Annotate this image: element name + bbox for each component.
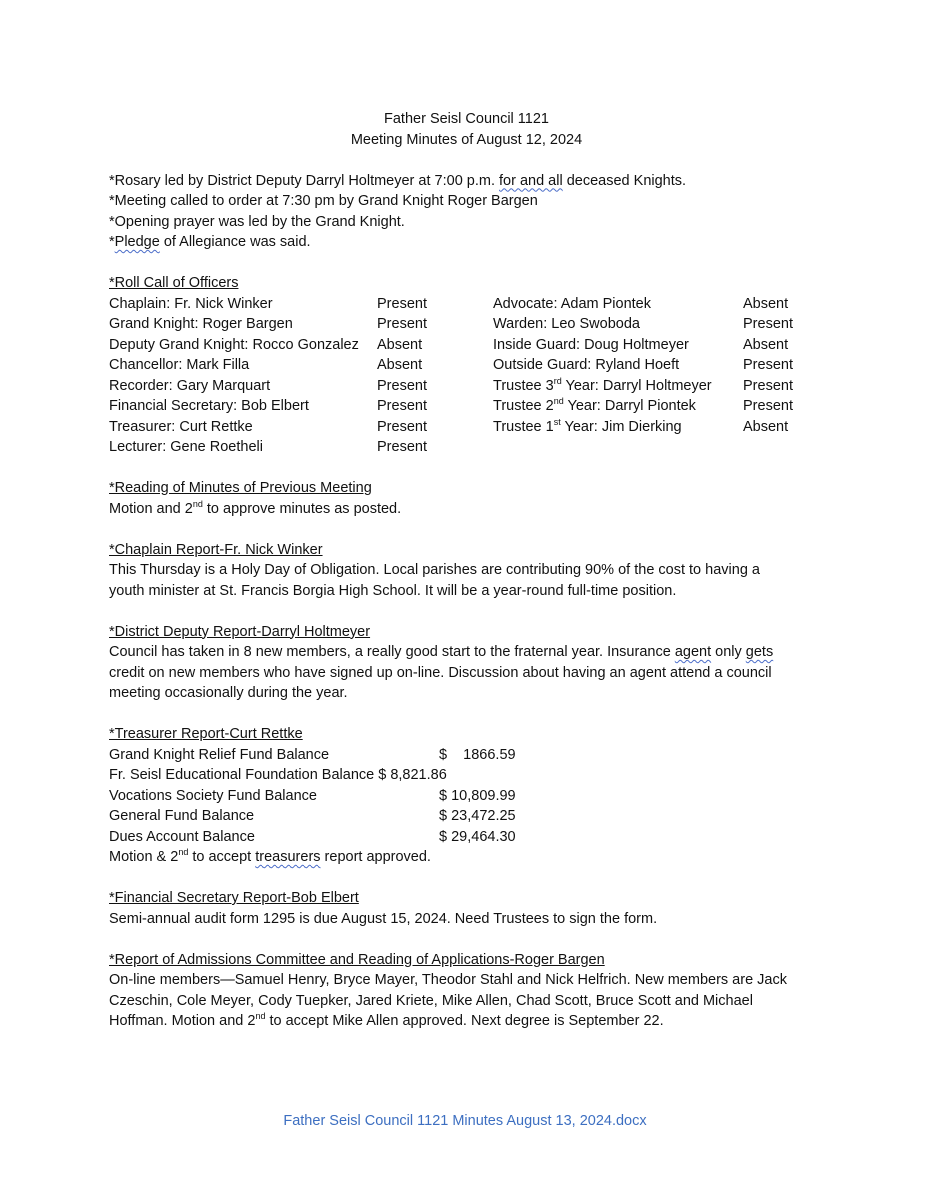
officer-status: Absent	[743, 295, 789, 312]
section-text: This Thursday is a Holy Day of Obligation. Local parishes are contributing 90% of the cost to having a	[109, 562, 760, 578]
roll-call-row	[109, 376, 824, 397]
balance-table	[109, 745, 824, 848]
financial-secretary-section	[109, 888, 824, 929]
balance-amount: $ 10,809.99	[439, 787, 516, 804]
document-header	[109, 109, 824, 150]
officer-name: Chancellor: Mark Filla	[109, 357, 250, 373]
district-report-section	[109, 622, 824, 704]
document-body	[109, 109, 824, 1032]
chaplain-report-section	[109, 540, 824, 602]
section-heading: *District Deputy Report-Darryl Holtmeyer	[109, 623, 371, 640]
officer-status: Present	[377, 418, 427, 435]
section-text: Motion & 2nd to accept treasurers report approved.	[109, 847, 431, 865]
spelling-flag: treasurers	[255, 849, 321, 865]
officer-name: Deputy Grand Knight: Rocco Gonzalez	[109, 336, 359, 353]
balance-row	[109, 786, 824, 807]
treasurer-report-section	[109, 724, 824, 868]
roll-call-row	[109, 314, 824, 335]
roll-call-row	[109, 335, 824, 356]
balance-label: Dues Account Balance	[109, 828, 255, 845]
officer-status: Present	[377, 316, 427, 332]
section-text: Czeschin, Cole Meyer, Cody Tuepker, Jared Kriete, Mike Allen, Chad Scott, Bruce Scott and Michael	[109, 992, 753, 1009]
roll-call-row	[109, 355, 824, 376]
roll-call-row	[109, 294, 824, 315]
officer-status: Present	[743, 357, 793, 373]
balance-row	[109, 827, 824, 848]
officer-name: Advocate: Adam Piontek	[493, 295, 651, 312]
meeting-title: Meeting Minutes of August 12, 2024	[350, 131, 583, 148]
section-text: youth minister at St. Francis Borgia High School. It will be a year-round full-time position.	[109, 582, 677, 599]
balance-amount: $ 29,464.30	[439, 828, 516, 845]
section-heading: *Roll Call of Officers	[109, 275, 239, 291]
document-footer-filename: Father Seisl Council 1121 Minutes August 13, 2024.docx	[283, 1113, 647, 1129]
opening-section	[109, 171, 824, 253]
section-heading: *Report of Admissions Committee and Reading of Applications-Roger Bargen	[109, 951, 605, 968]
section-text: meeting occasionally during the year.	[109, 685, 348, 701]
pledge-line: *Pledge of Allegiance was said.	[109, 234, 311, 250]
section-heading: *Financial Secretary Report-Bob Elbert	[109, 890, 359, 906]
officer-status: Present	[377, 398, 427, 414]
balance-amount: $ 1866.59	[439, 746, 516, 763]
balance-amount: $ 23,472.25	[439, 808, 516, 824]
spelling-flag: agent	[674, 644, 712, 660]
grammar-flag: for and all	[499, 172, 563, 189]
section-text: Semi-annual audit form 1295 is due August 15, 2024. Need Trustees to sign the form.	[109, 910, 658, 927]
section-text: Council has taken in 8 new members, a really good start to the fraternal year. Insurance agent only gets	[109, 644, 774, 660]
section-text: On-line members—Samuel Henry, Bryce Mayer, Theodor Stahl and Nick Helfrich. New members are Jack	[109, 972, 787, 988]
officer-name: Outside Guard: Ryland Hoeft	[493, 357, 680, 373]
officer-name: Chaplain: Fr. Nick Winker	[109, 295, 273, 312]
officer-name: Inside Guard: Doug Holtmeyer	[493, 336, 689, 353]
roll-call-row	[109, 417, 824, 438]
balance-row	[109, 806, 824, 827]
roll-call-section	[109, 273, 824, 458]
officer-name: Grand Knight: Roger Bargen	[109, 316, 293, 332]
minutes-reading-section	[109, 478, 824, 519]
rosary-line: *Rosary led by District Deputy Darryl Holtmeyer at 7:00 p.m. for and all deceased Knights.	[109, 172, 687, 189]
balance-row	[109, 745, 824, 766]
balance-label: Grand Knight Relief Fund Balance	[109, 746, 330, 763]
officer-name: Trustee 3rd Year: Darryl Holtmeyer	[493, 375, 712, 394]
officer-status: Present	[377, 439, 427, 455]
section-heading: *Treasurer Report-Curt Rettke	[109, 726, 303, 742]
officer-name: Warden: Leo Swoboda	[493, 316, 640, 332]
section-text: Hoffman. Motion and 2nd to accept Mike Allen approved. Next degree is September 22.	[109, 1011, 664, 1029]
officer-status: Absent	[377, 336, 423, 353]
section-heading: *Reading of Minutes of Previous Meeting	[109, 480, 372, 496]
balance-label: Vocations Society Fund Balance	[109, 787, 317, 804]
officer-status: Absent	[377, 357, 423, 373]
officer-status: Present	[377, 295, 427, 312]
officer-status: Present	[743, 316, 793, 332]
balance-label: General Fund Balance	[109, 808, 255, 824]
section-heading: *Chaplain Report-Fr. Nick Winker	[109, 541, 323, 558]
officer-status: Absent	[743, 336, 789, 353]
prayer-line: *Opening prayer was led by the Grand Knight.	[109, 213, 405, 230]
section-text: Motion and 2nd to approve minutes as posted.	[109, 498, 402, 517]
roll-call-row	[109, 396, 824, 417]
officer-status: Present	[743, 377, 793, 394]
section-text: credit on new members who have signed up on-line. Discussion about having an agent attend a council	[109, 664, 772, 681]
officer-name: Trustee 2nd Year: Darryl Piontek	[493, 396, 696, 414]
officer-status: Absent	[743, 418, 789, 435]
roll-call-row	[109, 437, 824, 458]
officer-name: Financial Secretary: Bob Elbert	[109, 398, 309, 414]
officer-status: Present	[743, 398, 793, 414]
call-to-order-line: *Meeting called to order at 7:30 pm by Grand Knight Roger Bargen	[109, 193, 538, 209]
officer-name: Recorder: Gary Marquart	[109, 377, 271, 394]
balance-row	[109, 765, 824, 786]
spelling-flag: Pledge	[114, 234, 160, 250]
roll-call-table	[109, 294, 824, 458]
officer-status: Present	[377, 377, 427, 394]
spelling-flag: gets	[745, 644, 774, 660]
officer-name: Treasurer: Curt Rettke	[109, 418, 253, 435]
officer-name: Lecturer: Gene Roetheli	[109, 439, 263, 455]
admissions-section	[109, 950, 824, 1032]
council-name: Father Seisl Council 1121	[384, 111, 549, 127]
balance-label: Fr. Seisl Educational Foundation Balance $ 8,821.86	[109, 767, 447, 783]
officer-name: Trustee 1st Year: Jim Dierking	[493, 416, 682, 435]
